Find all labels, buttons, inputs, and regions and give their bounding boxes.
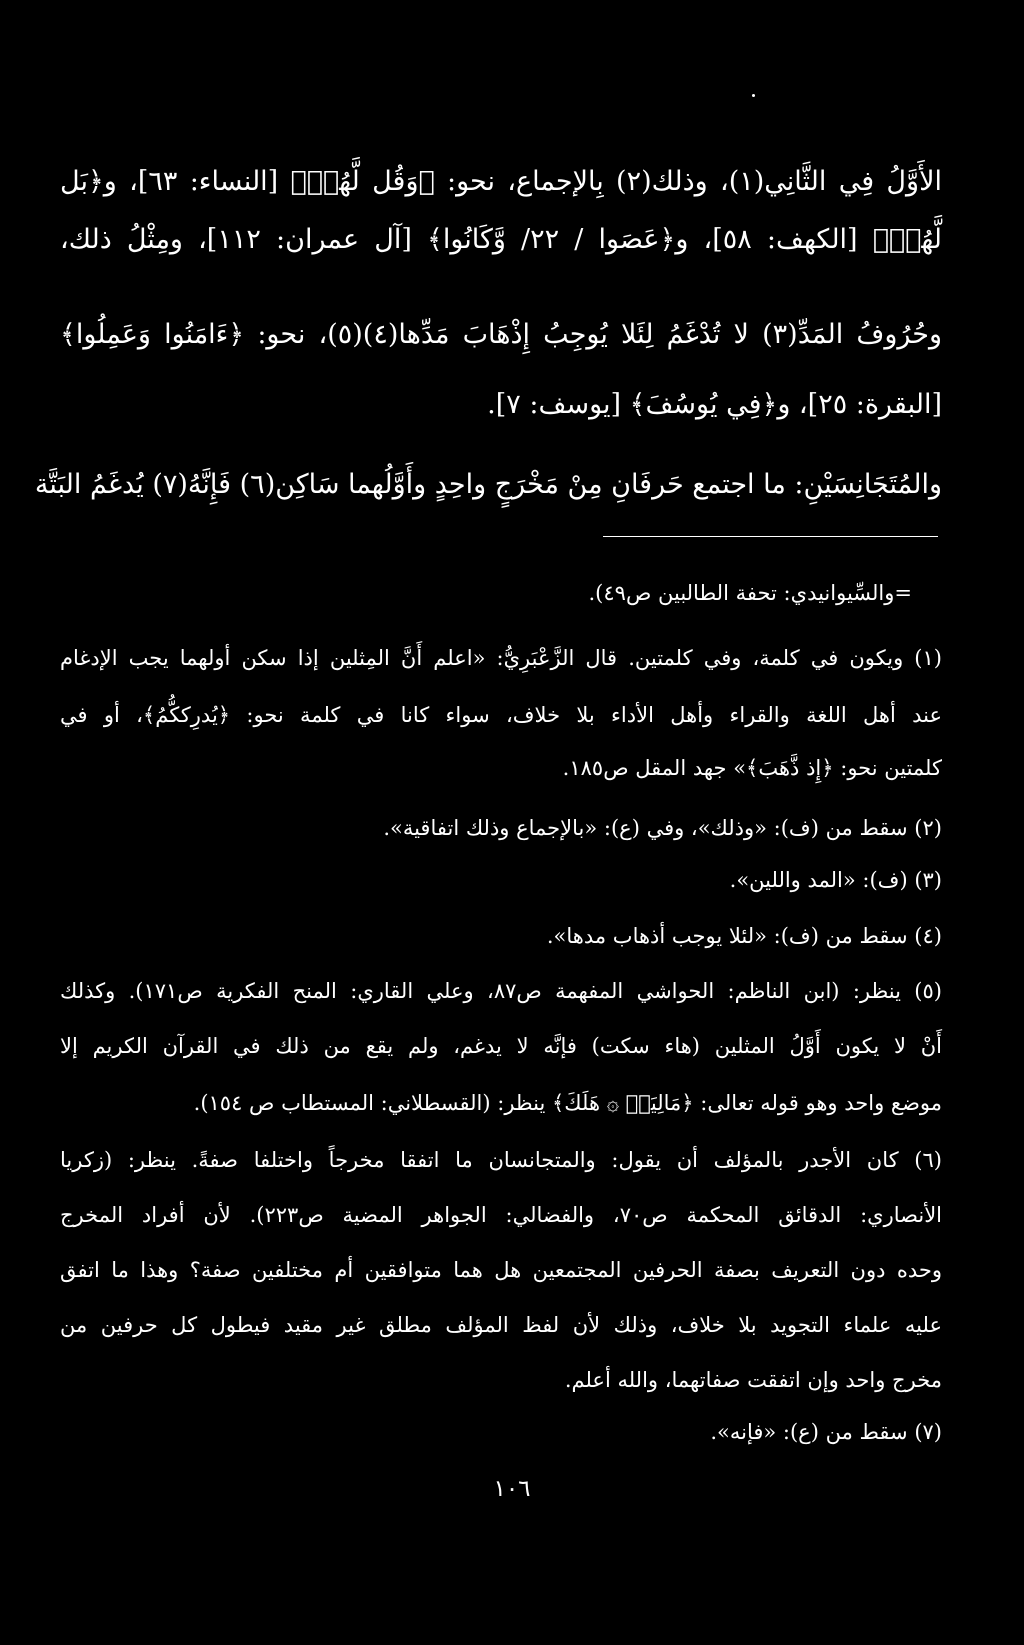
footnote-1-line-1: (١) ويكون في كلمة، وفي كلمتين. قال الزَّعْبَرِيُّ: «اعلم أَنَّ المِثلين إذا سكن أولهما يجب الإدغام	[60, 646, 942, 670]
footnote-1-line-3: كلمتين نحو: ﴿إِذ ذَّهَبَ﴾» جهد المقل ص١٨٥.	[562, 756, 942, 780]
footnote-6-line-5: مخرج واحد وإن اتفقت صفاتهما، والله أعلم.	[564, 1368, 942, 1392]
footnote-6-line-1: (٦) كان الأجدر بالمؤلف أن يقول: والمتجانسان ما اتفقا مخرجاً واختلفا صفةً. ينظر: (زكريا	[60, 1148, 942, 1172]
page-number: ١٠٦	[493, 1476, 531, 1502]
footnote-1-line-2: عند أهل اللغة والقراء وأهل الأداء بلا خلاف، سواء كانا في كلمة نحو: ﴿يُدرِككُّمُ﴾، أو في	[60, 703, 942, 727]
footnote-5-line-3: موضع واحد وهو قوله تعالى: ﴿مَالِيَهۡ ۞ هَلَكَ﴾ ينظر: (القسطلاني: المستطاب ص ١٥٤).	[193, 1091, 942, 1115]
footnote-6-line-2: الأنصاري: الدقائق المحكمة ص٧٠، والفضالي: الجواهر المضية ص٢٢٣). لأن أفراد المخرج	[60, 1203, 943, 1227]
footnote-5-line-2: أَنْ لا يكون أَوَّلُ المثلين (هاء سكت) فإنَّه لا يدغم، ولم يقع من ذلك في القرآن الكريم إلا	[60, 1034, 942, 1058]
footnote-6-line-4: عليه علماء التجويد بلا خلاف، وذلك لأن لفظ المؤلف مطلق غير مقيد فيطول كل حرفين من	[60, 1313, 942, 1337]
main-text-line-1: الأَوَّلُ فِي الثَّانِي(١)، وذلك(٢) بِالإجماع، نحو: ﴿وَقُل لَّهُمۡ﴾ [النساء: ٦٣]، و﴿بَل	[60, 166, 942, 197]
footnote-6-line-3: وحده دون التعريف بصفة الحرفين المجتمعين هل هما متوافقين أم مختلفين صفة؟ وهذا ما اتفق	[60, 1258, 942, 1282]
footnote-3: (٣) (ف): «المد واللين».	[729, 868, 942, 892]
footnote-2: (٢) سقط من (ف): «وذلك»، وفي (ع): «بالإجماع وذلك اتفاقية».	[383, 816, 942, 840]
footnote-separator	[603, 536, 938, 537]
footnote-4: (٤) سقط من (ف): «لئلا يوجب أذهاب مدها».	[546, 924, 942, 948]
main-text-line-4: [البقرة: ٢٥]، و﴿فِي يُوسُفَ﴾ [يوسف: ٧].	[487, 389, 942, 420]
footnote-5-line-1: (٥) ينظر: (ابن الناظم: الحواشي المفهمة ص٨٧، وعلي القاري: المنح الفكرية ص١٧١). وكذلك	[60, 979, 942, 1003]
ink-speck	[752, 94, 755, 97]
main-text-line-2: لَّهُمۡ﴾ [الكهف: ٥٨]، و﴿عَصَوا / ٢٢/ وَّكَانُوا﴾ [آل عمران: ١١٢]، ومِثْلُ ذلك،	[60, 224, 943, 255]
footnote-7: (٧) سقط من (ع): «فإنه».	[710, 1420, 942, 1444]
footnote-continuation: =والسِّيوانيدي: تحفة الطالبين ص٤٩).	[588, 581, 912, 605]
main-text-line-5: والمُتَجَانِسَيْنِ: ما اجتمع حَرفَانِ مِنْ مَخْرَجٍ واحِدٍ وأَوَّلُهما سَاكِن(٦) فَإِنَّهُ(٧) يُدغَمُ البَتَّة	[34, 469, 942, 500]
main-text-line-3: وحُرُوفُ المَدِّ(٣) لا تُدْغَمُ لِئَلا يُوجِبُ إِذْهَابَ مَدِّها(٤)(٥)، نحو: ﴿ءَامَنُوا وَعَمِلُوا﴾	[60, 319, 943, 350]
